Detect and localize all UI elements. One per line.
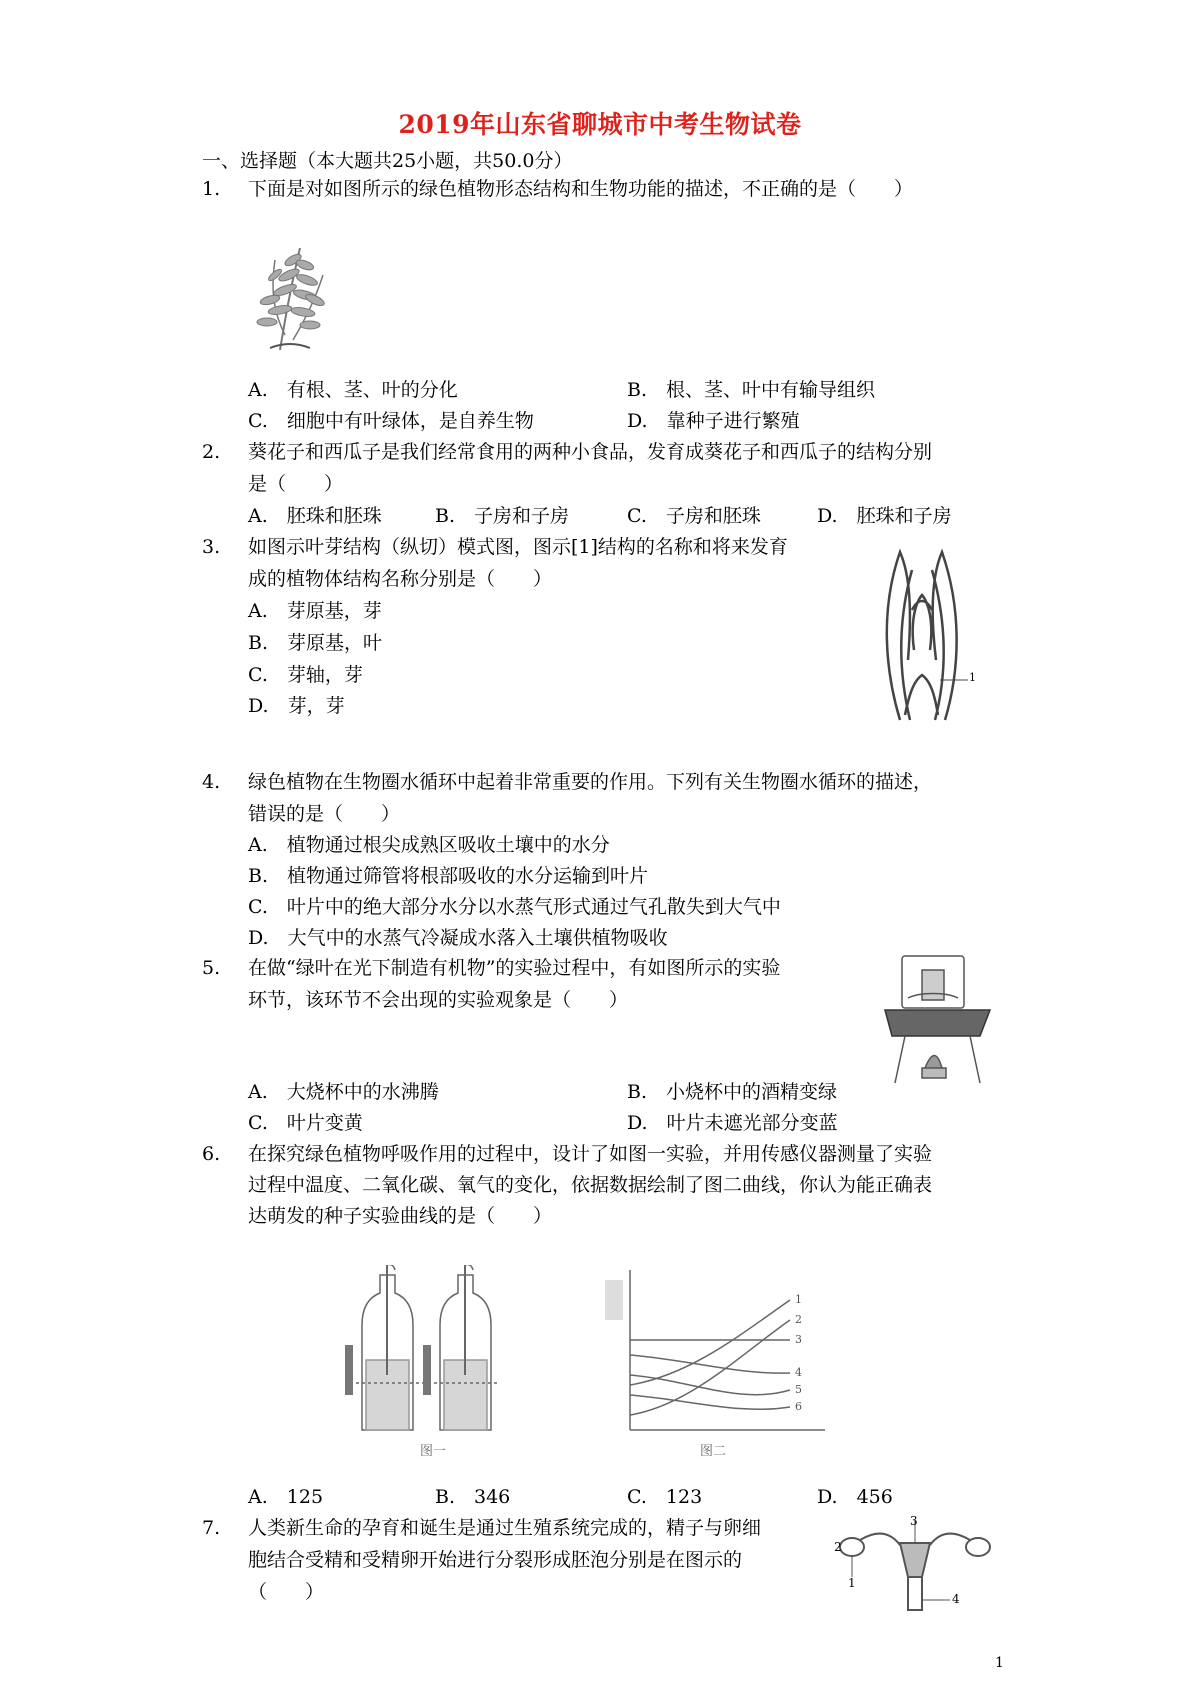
curve-label: 6 — [795, 1400, 802, 1413]
section-heading: 一、选择题（本大题共25小题，共50.0分） — [202, 150, 573, 172]
question-number: 5. — [202, 957, 221, 979]
reproductive-system-figure — [830, 1515, 1000, 1625]
option-d[interactable]: D. 大气中的水蒸气冷凝成水落入土壤供植物吸收 — [248, 927, 668, 949]
question-text: 在探究绿色植物呼吸作用的过程中，设计了如图一实验，并用传感仪器测量了实验 — [248, 1143, 933, 1165]
question-text: 在做“绿叶在光下制造有机物”的实验过程中，有如图所示的实验 — [248, 957, 781, 979]
question-text: 葵花子和西瓜子是我们经常食用的两种小食品，发育成葵花子和西瓜子的结构分别 — [248, 441, 933, 463]
option-d[interactable]: D. 靠种子进行繁殖 — [627, 410, 800, 432]
option-b[interactable]: B. 346 — [435, 1486, 511, 1508]
water-bath-apparatus-figure — [880, 948, 995, 1088]
curve-label: 3 — [795, 1333, 802, 1346]
option-b[interactable]: B. 植物通过筛管将根部吸收的水分运输到叶片 — [248, 865, 649, 887]
option-a[interactable]: A. 植物通过根尖成熟区吸收土壤中的水分 — [248, 834, 610, 856]
option-b[interactable]: B. 子房和子房 — [435, 505, 570, 527]
figure-caption: 图二 — [700, 1444, 727, 1459]
figure-label-1: 1 — [969, 671, 976, 684]
question-number: 2. — [202, 441, 221, 463]
option-c[interactable]: C. 子房和胚珠 — [627, 505, 761, 527]
question-text: 达萌发的种子实验曲线的是（ ） — [248, 1205, 553, 1227]
question-text: 错误的是（ ） — [248, 803, 401, 825]
question-number: 1. — [202, 178, 221, 200]
document-title: 2019年山东省聊城市中考生物试卷 — [398, 110, 802, 139]
question-number: 3. — [202, 536, 221, 558]
question-text: 人类新生命的孕育和诞生是通过生殖系统完成的，精子与卵细 — [248, 1517, 762, 1539]
curve-label: 5 — [795, 1383, 802, 1396]
question-text: 成的植物体结构名称分别是（ ） — [248, 568, 553, 590]
figure-label: 2 — [834, 1540, 842, 1554]
question-number: 6. — [202, 1143, 221, 1165]
option-c[interactable]: C. 叶片变黄 — [248, 1112, 363, 1134]
question-text: 绿色植物在生物圈水循环中起着非常重要的作用。下列有关生物圈水循环的描述， — [248, 771, 933, 793]
question-text: 过程中温度、二氧化碳、氧气的变化，依据数据绘制了图二曲线，你认为能正确表 — [248, 1174, 933, 1196]
option-d[interactable]: D. 芽，芽 — [248, 695, 345, 717]
curve-label: 4 — [795, 1366, 802, 1379]
option-a[interactable]: A. 胚珠和胚珠 — [248, 505, 382, 527]
option-b[interactable]: B. 小烧杯中的酒精变绿 — [627, 1081, 838, 1103]
option-a[interactable]: A. 125 — [248, 1486, 324, 1508]
option-b[interactable]: B. 芽原基，叶 — [248, 632, 383, 654]
seed-bottles-figure — [340, 1265, 510, 1460]
leaf-bud-figure — [870, 540, 980, 725]
figure-caption: 图一 — [420, 1444, 447, 1459]
page-number: 1 — [995, 1655, 1004, 1671]
question-text: 胞结合受精和受精卵开始进行分裂形成胚泡分别是在图示的 — [248, 1549, 743, 1571]
option-d[interactable]: D. 叶片未遮光部分变蓝 — [627, 1112, 838, 1134]
option-a[interactable]: A. 有根、茎、叶的分化 — [248, 379, 458, 401]
curve-label: 1 — [795, 1293, 802, 1306]
option-c[interactable]: C. 芽轴，芽 — [248, 664, 363, 686]
fern-plant-figure — [245, 240, 335, 355]
option-c[interactable]: C. 细胞中有叶绿体，是自养生物 — [248, 410, 534, 432]
option-c[interactable]: C. 叶片中的绝大部分水分以水蒸气形式通过气孔散失到大气中 — [248, 896, 781, 918]
figure-label: 3 — [910, 1514, 918, 1528]
question-text: 是（ ） — [248, 473, 344, 495]
option-a[interactable]: A. 大烧杯中的水沸腾 — [248, 1081, 439, 1103]
curve-chart-figure — [600, 1265, 830, 1460]
option-c[interactable]: C. 123 — [627, 1486, 703, 1508]
option-a[interactable]: A. 芽原基，芽 — [248, 600, 382, 622]
option-d[interactable]: D. 456 — [817, 1486, 893, 1508]
figure-label: 1 — [848, 1576, 856, 1590]
question-number: 4. — [202, 771, 221, 793]
question-text: 如图示叶芽结构（纵切）模式图，图示[1]结构的名称和将来发育 — [248, 536, 788, 558]
question-text: （ ） — [248, 1581, 325, 1603]
figure-label: 4 — [952, 1592, 960, 1606]
curve-label: 2 — [795, 1313, 802, 1326]
option-d[interactable]: D. 胚珠和子房 — [817, 505, 952, 527]
option-b[interactable]: B. 根、茎、叶中有输导组织 — [627, 379, 876, 401]
question-text: 环节，该环节不会出现的实验观象是（ ） — [248, 989, 629, 1011]
question-text: 下面是对如图所示的绿色植物形态结构和生物功能的描述，不正确的是（ ） — [248, 178, 914, 200]
question-number: 7. — [202, 1517, 221, 1539]
